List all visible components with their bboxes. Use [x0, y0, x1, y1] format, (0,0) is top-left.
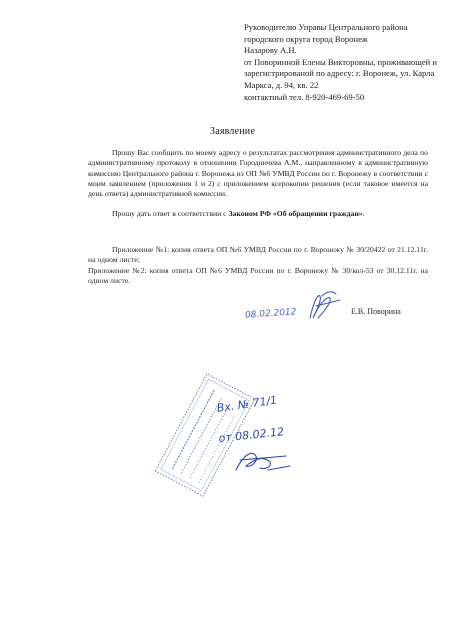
stamp-date: от 08.02.12: [218, 425, 285, 445]
applicant-signature: [310, 292, 340, 318]
addressee-line: Назарову А.Н.: [244, 45, 297, 56]
stamp-signature: [236, 453, 290, 470]
addressee-line: Руководителю Управы Центрального района: [244, 22, 408, 32]
addressee-line: городского округа город Воронеж: [244, 33, 368, 44]
handwritten-date: 08.02.2012: [244, 307, 297, 321]
attachment-1: Приложение №1: копия ответа ОП №6 УМВД России по г. Воронежу № 30/20422 от 21.12.11г. на одном листе;: [88, 245, 428, 265]
document-title: Заявление: [209, 126, 255, 137]
addressee-line: зарегистрированой по адресу: г. Воронеж, ул. Карла: [244, 68, 435, 79]
request-prefix: Прошу дать ответ в соответствии с: [112, 209, 229, 218]
addressee-line: контактный тел. 8-920-469-69-50: [244, 91, 365, 102]
body-paragraph: Прошу Вас сообщить по моему адресу о результатах рассмотрения административного дела по административному протоколу в отношении Городничева А.М., направленному в административную комиссию Центрального района г. Воронежа из ОП №6 УМВД России по г. Воронежу в соответствии с моим заявлением (приложения 1 и 2) с приложением ксерокопии решения (если таковое имеется на день ответа) административной комиссии.: [88, 148, 428, 199]
addressee-line: Маркса, д. 94, кв. 22: [244, 79, 319, 90]
law-reference: Законом РФ «Об обращении граждан»: [228, 209, 363, 218]
request-suffix: .: [362, 209, 365, 218]
addressee-line: от Поворинной Елены Викторовны, проживающей и: [244, 56, 438, 67]
attachment-2: Приложение №2: копия ответа ОП №6 УМВД России по г. Воронежу № 30/кол-53 от 30.12.11г. на одном листе.: [88, 265, 428, 285]
signer-name: Е.В. Поворина: [351, 307, 401, 316]
stamp-number: Вх. № 71/1: [216, 393, 278, 415]
